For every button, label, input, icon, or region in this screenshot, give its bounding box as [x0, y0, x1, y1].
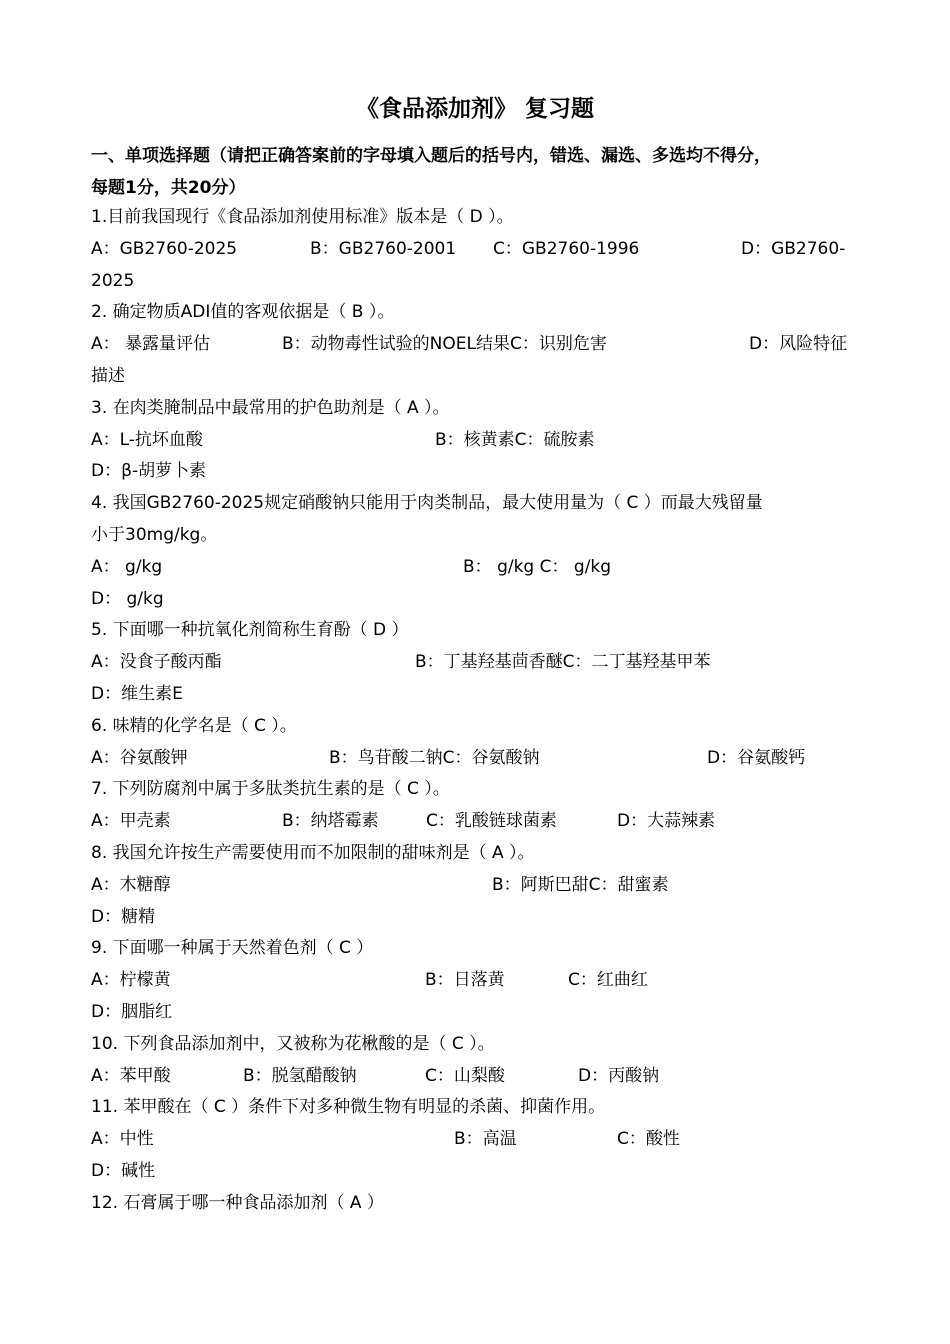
question-2-option-d-continued: 描述 [91, 365, 125, 386]
question-1-option-a: A：GB2760-2025 [91, 238, 238, 259]
question-list [91, 202, 861, 1220]
options-row [91, 902, 861, 934]
question-10-stem: 10. 下列食品添加剂中，又被称为花楸酸的是（ C ）。 [91, 1033, 495, 1054]
question-7-option-a: A：甲壳素 [91, 811, 171, 832]
options-row [91, 997, 861, 1029]
question-11-option-c: C：酸性 [617, 1129, 680, 1150]
options-row [91, 870, 861, 902]
question-1-stem: 1.目前我国现行《食品添加剂使用标准》版本是（ D ）。 [91, 207, 514, 227]
question-6-stem: 6. 味精的化学名是（ C ）。 [91, 715, 297, 736]
question-stem [91, 838, 861, 870]
question-9-option-b: B：日落黄 [425, 970, 505, 991]
question-9-option-a: A：柠檬黄 [91, 970, 171, 991]
question-stem [91, 488, 861, 520]
options-row [91, 647, 861, 679]
question-10-option-c: C：山梨酸 [425, 1065, 505, 1086]
question-stem [91, 202, 861, 234]
options-row [91, 806, 861, 838]
options-row [91, 1124, 861, 1156]
question-4-stem-continued: 小于30mg/kg。 [91, 524, 218, 545]
options-row [91, 329, 861, 361]
options-row [91, 584, 861, 616]
question-2-option-d: D：风险特征 [749, 334, 848, 355]
question-10-option-b: B：脱氢醋酸钠 [243, 1065, 357, 1086]
question-1-option-b: B：GB2760-2001 [310, 238, 457, 259]
question-6-option-b-c: B：鸟苷酸二钠C：谷氨酸钠 [329, 747, 540, 768]
question-7-option-b: B：纳塔霉素 [282, 811, 379, 832]
question-6-option-a: A：谷氨酸钾 [91, 747, 188, 768]
question-9-stem: 9. 下面哪一种属于天然着色剂（ C ） [91, 938, 374, 959]
question-7-option-c: C：乳酸链球菌素 [426, 811, 557, 832]
question-4-option-d: D： g/kg [91, 588, 164, 609]
question-11-option-a: A：中性 [91, 1129, 154, 1150]
options-row [91, 234, 861, 266]
question-stem [91, 1188, 861, 1220]
options-row [91, 456, 861, 488]
question-2-option-a: A： 暴露量评估 [91, 334, 211, 355]
question-stem [91, 774, 861, 806]
options-row [91, 361, 861, 393]
page-title: 《食品添加剂》 复习题 [355, 95, 594, 122]
options-row [91, 1156, 861, 1188]
question-stem [91, 393, 861, 425]
question-3-stem: 3. 在肉类腌制品中最常用的护色助剂是（ A ）。 [91, 397, 450, 418]
options-row [91, 965, 861, 997]
options-row [91, 425, 861, 457]
section-heading [91, 140, 866, 204]
question-stem [91, 520, 861, 552]
question-5-option-a: A：没食子酸丙酯 [91, 652, 222, 673]
question-5-stem: 5. 下面哪一种抗氧化剂简称生育酚（ D ） [91, 620, 409, 641]
question-2-stem: 2. 确定物质ADI值的客观依据是（ B ）。 [91, 302, 395, 323]
question-6-option-d: D：谷氨酸钙 [707, 747, 806, 768]
question-stem [91, 933, 861, 965]
question-3-option-d: D：β-胡萝卜素 [91, 461, 207, 482]
question-11-option-b: B：高温 [454, 1129, 517, 1150]
question-1-option-c: C：GB2760-1996 [493, 238, 640, 259]
question-1-option-d: D：GB2760- [741, 238, 846, 259]
question-2-option-b-c: B：动物毒性试验的NOEL结果C：识别危害 [282, 334, 607, 355]
options-row [91, 743, 861, 775]
options-row [91, 679, 861, 711]
options-row [91, 552, 861, 584]
question-stem [91, 615, 861, 647]
question-1-option-d-continued: 2025 [91, 270, 135, 291]
question-10-option-d: D：丙酸钠 [578, 1065, 660, 1086]
question-9-option-d: D：胭脂红 [91, 1001, 173, 1022]
question-4-option-b-c: B： g/kg C： g/kg [463, 556, 612, 577]
question-8-option-a: A：木糖醇 [91, 874, 171, 895]
question-stem [91, 1092, 861, 1124]
question-3-option-b-c: B：核黄素C：硫胺素 [435, 429, 595, 450]
question-7-stem: 7. 下列防腐剂中属于多肽类抗生素的是（ C ）。 [91, 779, 450, 800]
options-row [91, 266, 861, 298]
question-4-stem: 4. 我国GB2760-2025规定硝酸钠只能用于肉类制品，最大使用量为（ C ）而最大残留量 [91, 493, 763, 514]
question-8-option-d: D：糖精 [91, 906, 156, 927]
section-heading-line-1: 一、单项选择题（请把正确答案前的字母填入题后的括号内，错选、漏选、多选均不得分， [91, 146, 771, 166]
question-5-option-d: D：维生素E [91, 683, 183, 704]
question-11-option-d: D：碱性 [91, 1160, 156, 1181]
question-stem [91, 711, 861, 743]
question-5-option-b-c: B：丁基羟基茴香醚C：二丁基羟基甲苯 [415, 652, 711, 673]
question-stem [91, 1029, 861, 1061]
question-4-option-a: A： g/kg [91, 556, 163, 577]
question-8-option-b-c: B：阿斯巴甜C：甜蜜素 [492, 874, 669, 895]
question-10-option-a: A：苯甲酸 [91, 1065, 171, 1086]
options-row [91, 1061, 861, 1093]
question-12-stem: 12. 石膏属于哪一种食品添加剂（ A ） [91, 1192, 384, 1213]
question-stem [91, 297, 861, 329]
question-11-stem: 11. 苯甲酸在（ C ）条件下对多种微生物有明显的杀菌、抑菌作用。 [91, 1097, 606, 1118]
question-3-option-a: A：L-抗坏血酸 [91, 429, 203, 450]
section-heading-line-2: 每题1分，共20分） [91, 178, 246, 198]
question-9-option-c: C：红曲红 [568, 970, 648, 991]
question-7-option-d: D：大蒜辣素 [617, 811, 716, 832]
question-8-stem: 8. 我国允许按生产需要使用而不加限制的甜味剂是（ A ）。 [91, 842, 535, 863]
